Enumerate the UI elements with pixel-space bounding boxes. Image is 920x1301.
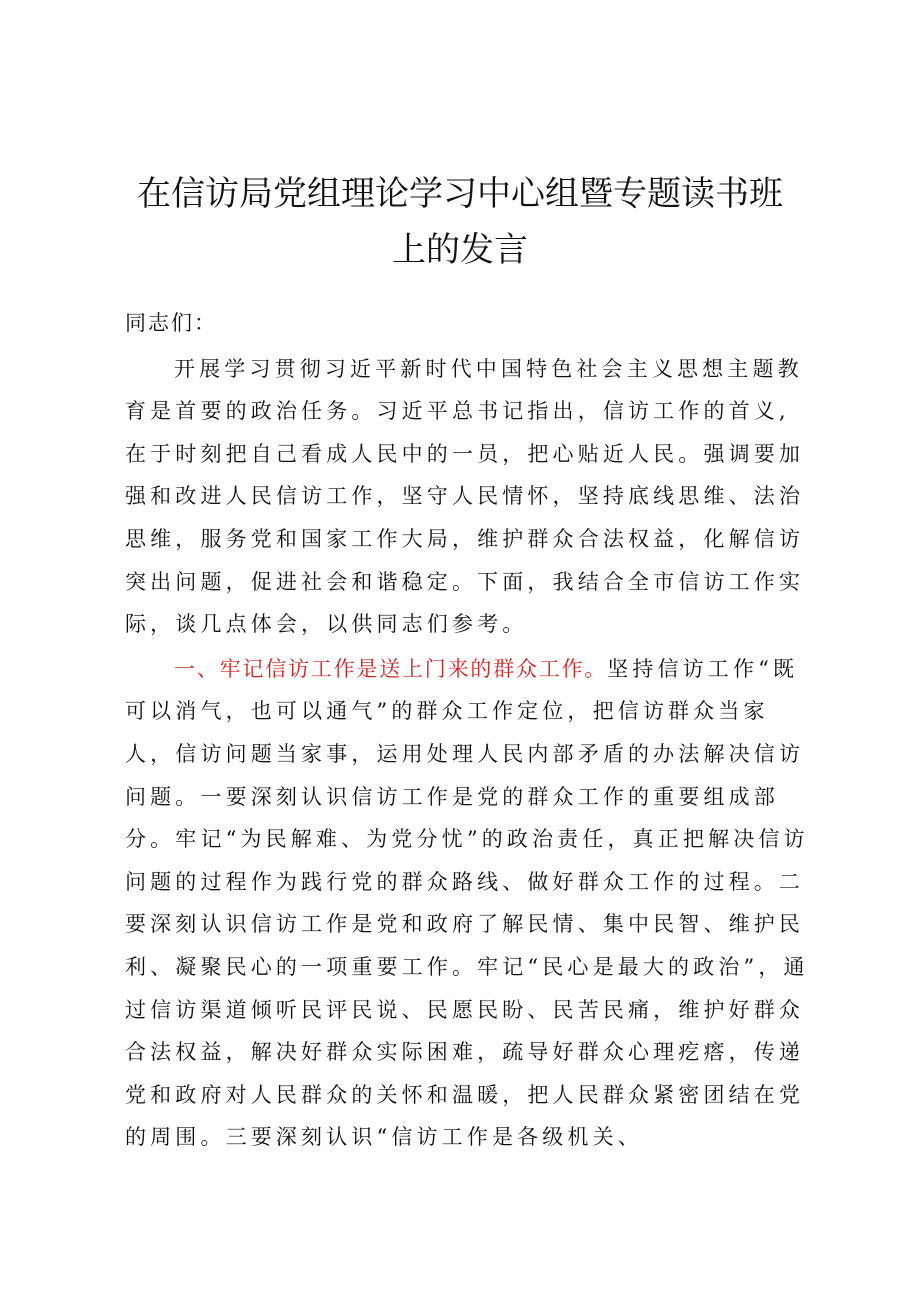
section-heading: 一、牢记信访工作是送上门来的群众工作。 bbox=[174, 656, 608, 681]
paragraph-intro bbox=[125, 348, 811, 646]
title-line-1: 在信访局党组理论学习中心组暨专题读书班 bbox=[137, 174, 783, 214]
paragraph-text: 坚持信访工作“既可以消气，也可以通气”的群众工作定位，把信访群众当家人，信访问题当家事，运用处理人民内部矛盾的办法解决信访问题。一要深刻认识信访工作是党的群众工作的重要组成部分。牢记“为民解难、为党分忧”的政治责任，真正把解决信访问题的过程作为践行党的群众路线、做好群众工作的过程。二要深刻认识信访工作是党和政府了解民情、集中民智、维护民利、凝聚民心的一项重要工作。牢记“民心是最大的政治”，通过信访渠道倾听民评民说、民愿民盼、民苦民痛，维护好群众合法权益，解决好群众实际困难，疏导好群众心理疙瘩，传递党和政府对人民群众的关怀和温暖，把人民群众紧密团结在党的周围。三要深刻认识“信访工作是各级机关、 bbox=[125, 656, 809, 1150]
salutation: 同志们： bbox=[125, 311, 217, 335]
document-title bbox=[120, 166, 800, 278]
paragraph-section-1 bbox=[125, 648, 811, 1159]
document-body bbox=[125, 302, 811, 1161]
title-line-2: 上的发言 bbox=[392, 230, 528, 270]
paragraph-text: 开展学习贯彻习近平新时代中国特色社会主义思想主题教育是首要的政治任务。习近平总书记指出，信访工作的首义,在于时刻把自己看成人民中的一员，把心贴近人民。强调要加强和改进人民信访工作，坚守人民情怀，坚持底线思维、法治思维，服务党和国家工作大局，维护群众合法权益，化解信访突出问题，促进社会和谐稳定。下面，我结合全市信访工作实际，谈几点体会，以供同志们参考。 bbox=[125, 356, 805, 637]
